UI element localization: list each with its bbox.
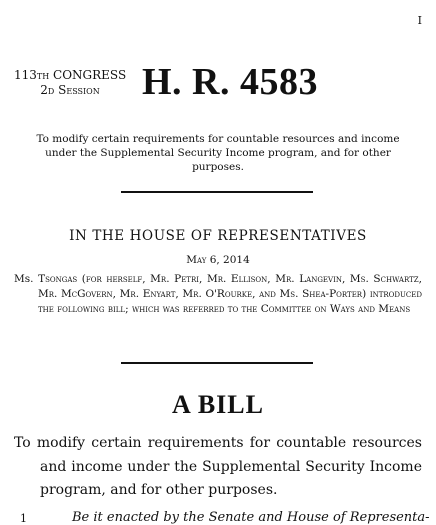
sponsors-text <box>14 272 422 317</box>
sponsors-paragraph <box>14 272 422 317</box>
sponsors-body: Tsongas (for herself, Mr. Petri, Mr. Ellison, Mr. Langevin, Ms. Schwartz, Mr. McGovern, Mr. Enyart, Mr. O'Rourke, and Ms. Shea-Porter) introduced the following bill; which was referred to the Committee on Ways and Means <box>38 273 422 315</box>
congress-label: 113th CONGRESS <box>14 68 127 82</box>
divider <box>121 362 313 364</box>
long-title: To modify certain requirements for countable resources and income under the Supplemental Security Income program, and for other purposes. <box>14 435 422 498</box>
page-number: I <box>417 14 422 27</box>
sponsors-prefix: Ms. <box>14 273 39 285</box>
bill-purpose: To modify certain requirements for countable resources and income under the Supplemental Security Income program, and for other purposes. <box>36 133 400 173</box>
congress-session-block <box>14 68 126 98</box>
bill-number: H. R. 4583 <box>142 61 318 103</box>
a-bill-heading: A BILL <box>172 390 264 419</box>
chamber-heading: IN THE HOUSE OF REPRESENTATIVES <box>69 228 367 244</box>
introduction-date: May 6, 2014 <box>186 254 250 266</box>
enacting-clause: Be it enacted by the Senate and House of Representa- <box>72 510 430 525</box>
session-label: 2d Session <box>40 83 100 97</box>
line-number: 1 <box>20 512 27 525</box>
divider <box>121 191 313 193</box>
